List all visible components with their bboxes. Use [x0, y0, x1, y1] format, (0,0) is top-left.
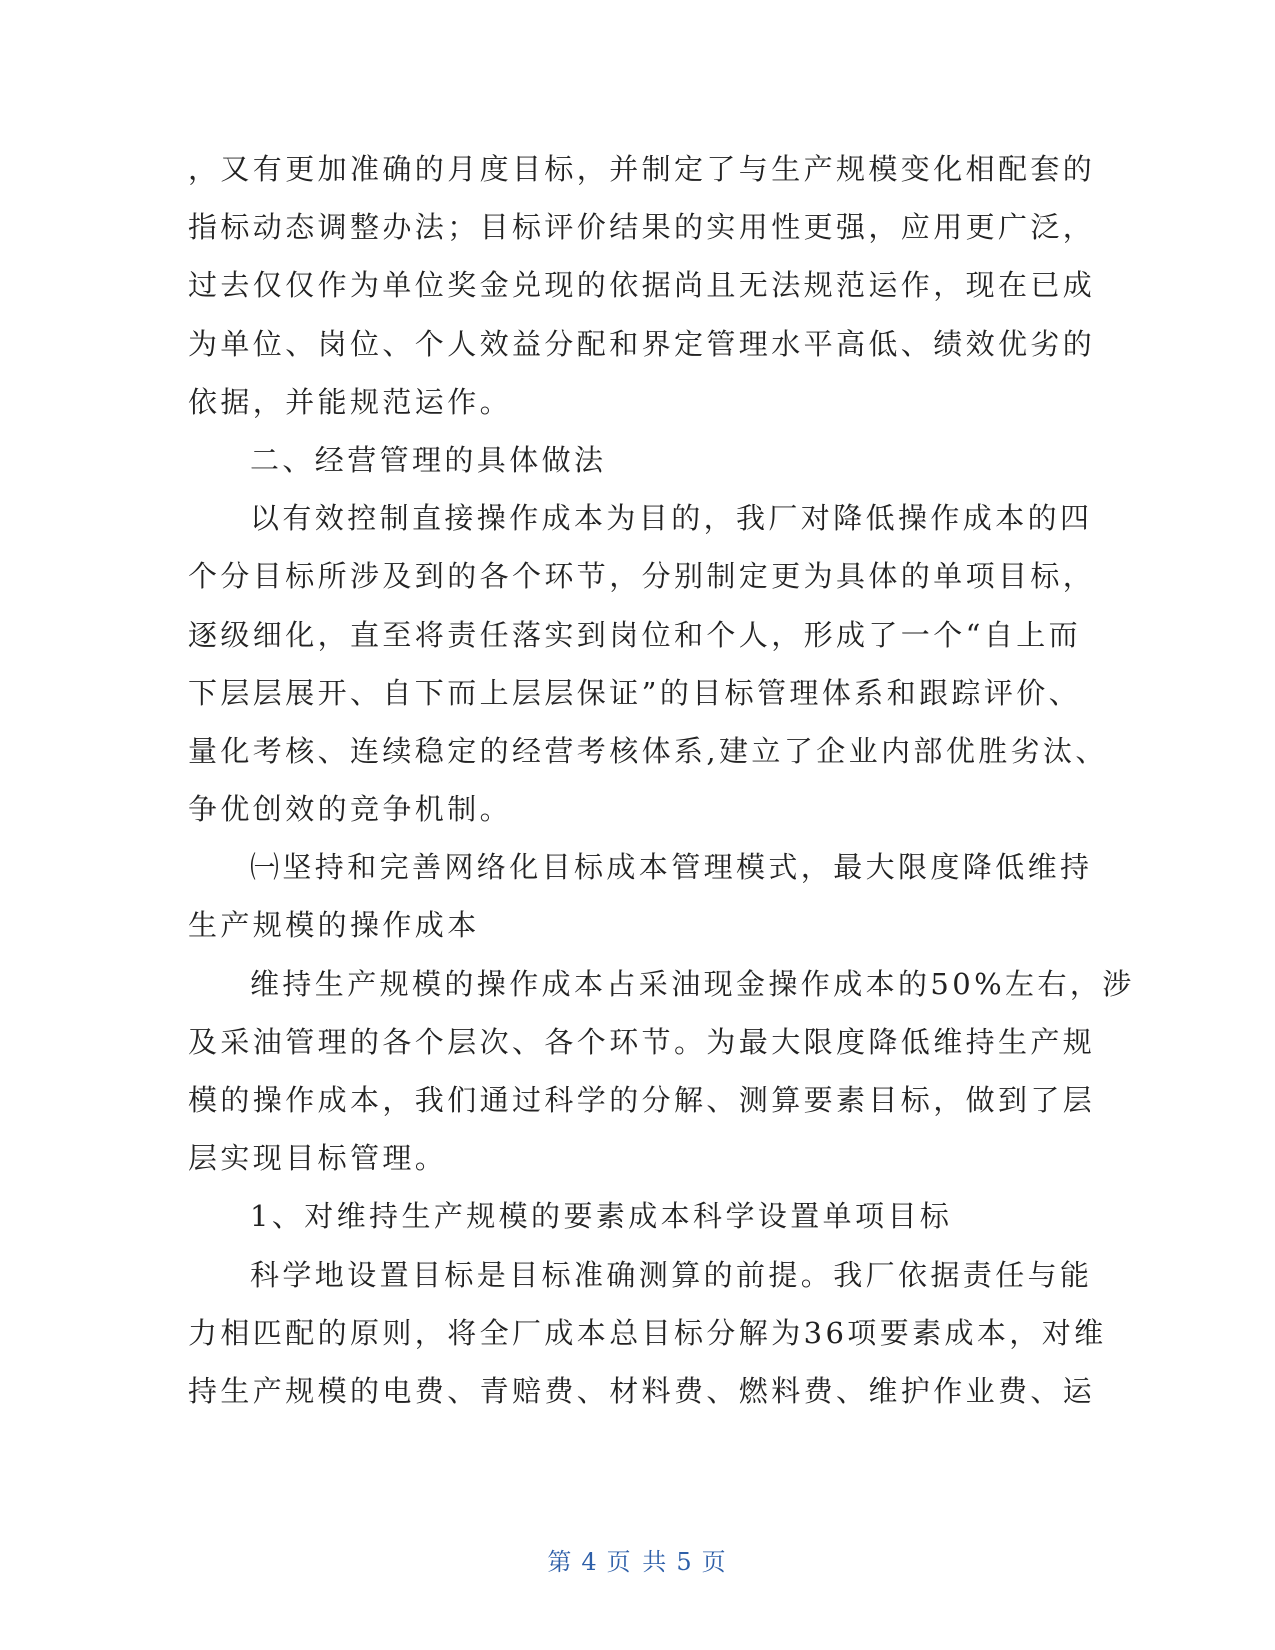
footer-suffix: 页	[701, 1548, 728, 1576]
section-heading: 二、经营管理的具体做法	[250, 442, 607, 477]
text-line-20: 科学地设置目标是目标准确测算的前提。我厂依据责任与能	[250, 1257, 1093, 1292]
text-line-10: 下层层展开、自下而上层层保证”的目标管理体系和跟踪评价、	[188, 675, 1082, 710]
page-footer	[0, 1542, 1275, 1577]
text-line-5: 依据，并能规范运作。	[188, 384, 513, 419]
text-line-18: 层实现目标管理。	[188, 1141, 448, 1176]
text-line-2: 指标动态调整办法；目标评价结果的实用性更强，应用更广泛，	[188, 210, 1096, 245]
text-line-15: 维持生产规模的操作成本占采油现金操作成本的50%左右，涉	[250, 966, 1135, 1001]
total-page-number: 5	[676, 1548, 694, 1576]
text-line-22: 持生产规模的电费、青赔费、材料费、燃料费、维护作业费、运	[188, 1373, 1096, 1408]
subsection-heading: ㈠坚持和完善网络化目标成本管理模式，最大限度降低维持	[250, 850, 1093, 885]
subsection-heading-cont: 生产规模的操作成本	[188, 908, 480, 943]
item-heading: 1、对维持生产规模的要素成本科学设置单项目标	[250, 1199, 953, 1234]
text-line-16: 及采油管理的各个层次、各个环节。为最大限度降低维持生产规	[188, 1024, 1096, 1059]
text-line-11: 量化考核、连续稳定的经营考核体系,建立了企业内部优胜劣汰、	[188, 733, 1108, 768]
document-body	[188, 140, 1135, 1420]
text-line-12: 争优创效的竞争机制。	[188, 792, 513, 827]
current-page-number: 4	[581, 1548, 599, 1576]
text-line-17: 模的操作成本，我们通过科学的分解、测算要素目标，做到了层	[188, 1083, 1096, 1117]
text-line-7: 以有效控制直接操作成本为目的，我厂对降低操作成本的四	[250, 501, 1093, 536]
text-line-8: 个分目标所涉及到的各个环节，分别制定更为具体的单项目标，	[188, 559, 1096, 594]
text-line-21: 力相匹配的原则，将全厂成本总目标分解为36项要素成本，对维	[188, 1315, 1107, 1350]
text-line-9: 逐级细化，直至将责任落实到岗位和个人，形成了一个“自上而	[188, 617, 1082, 652]
text-line-1: ，又有更加准确的月度目标，并制定了与生产规模变化相配套的	[188, 152, 1096, 186]
text-line-4: 为单位、岗位、个人效益分配和界定管理水平高低、绩效优劣的	[188, 326, 1096, 361]
footer-prefix: 第	[547, 1548, 574, 1576]
footer-middle: 页 共	[606, 1548, 669, 1576]
text-line-3: 过去仅仅作为单位奖金兑现的依据尚且无法规范运作，现在已成	[188, 268, 1096, 303]
